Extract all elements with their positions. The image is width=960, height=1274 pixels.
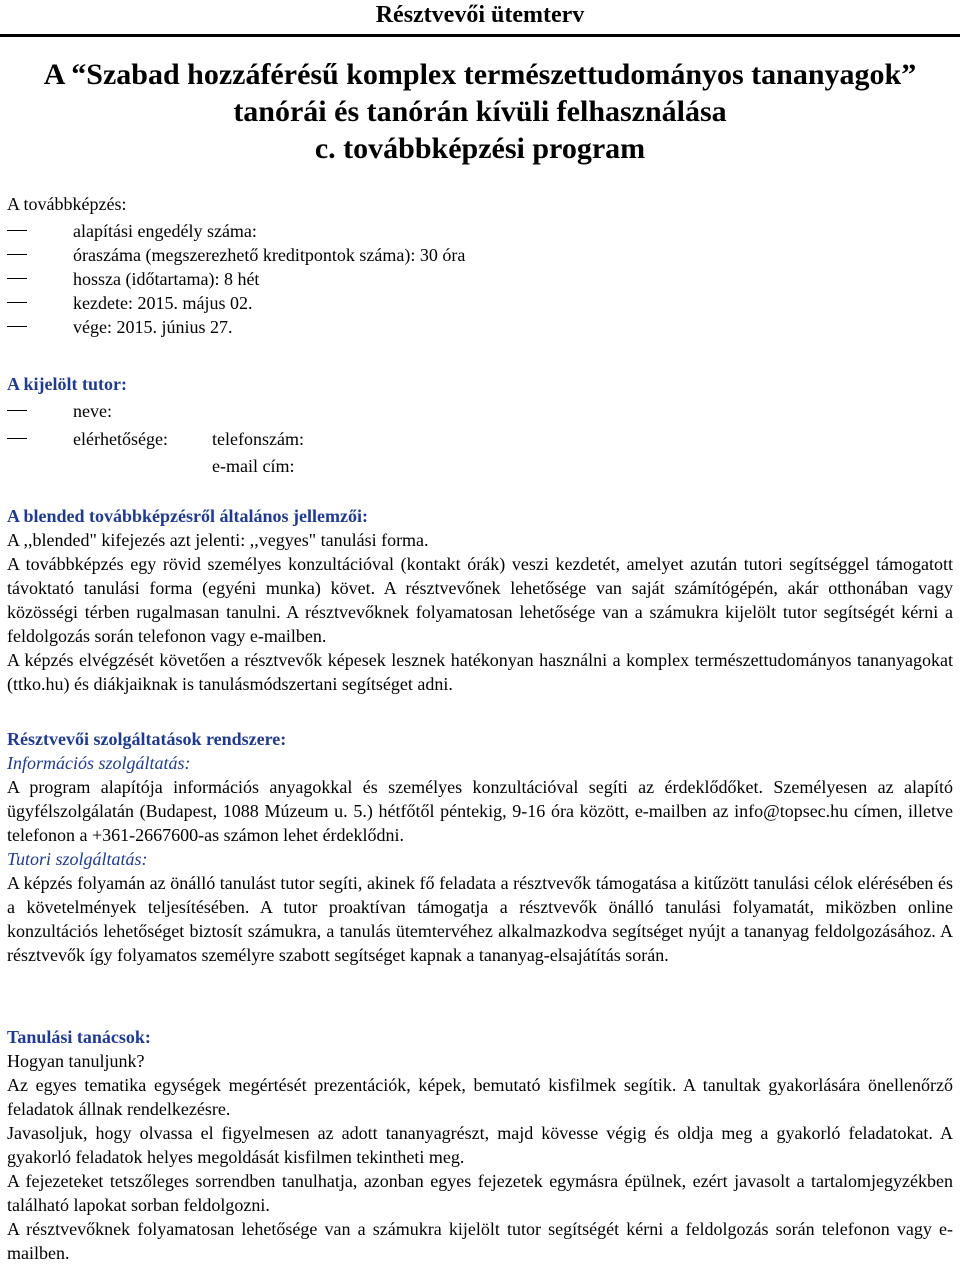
blended-definition: A ,,blended" kifejezés azt jelenti: ,,vegyes" tanulási forma.: [7, 530, 429, 550]
dash-bullet: [7, 438, 27, 439]
program-title-line-3: c. továbbképzési program: [314, 132, 646, 165]
tutor-email-row: e-mail cím:: [212, 456, 295, 476]
program-title-line-1: A “Szabad hozzáférésű komplex természettudományos tananyagok”: [43, 58, 917, 91]
dash-bullet: [7, 410, 27, 411]
blended-heading: A blended továbbképzésről általános jellemzői:: [7, 506, 368, 526]
program-title-line-2: tanórái és tanórán kívüli felhasználása: [233, 95, 727, 128]
advice-paragraph-2: Javasoljuk, hogy olvassa el figyelmesen az adott tananyagrészt, majd kövesse végig és oldja meg a gyakorló feladatokat. A gyakorló feladatok helyes megoldását kisfilmen tekintheti meg.: [7, 1123, 953, 1167]
tutor-heading: A kijelölt tutor:: [7, 374, 127, 394]
advice-section: [7, 1025, 953, 1265]
list-item: óraszáma (megszerezhető kreditpontok száma): 30 óra: [7, 243, 465, 267]
advice-paragraph-1: Az egyes tematika egységek megértését prezentációk, képek, bemutató kisfilmek segítik. A tanultak gyakorlására önellenőrző feladatok állnak rendelkezésre.: [7, 1075, 953, 1119]
continuing-heading: A továbbképzés:: [7, 194, 127, 214]
continuing-section: [7, 192, 465, 339]
blended-section: [7, 504, 953, 696]
program-title: [0, 56, 960, 167]
advice-paragraph-3: A fejezeteket tetszőleges sorrendben tanulhatja, azonban egyes fejezetek egymásra épülnek, ezért javasolt a tartalomjegyzékben található lapokat sorban feldolgozni.: [7, 1171, 953, 1215]
list-item: vége: 2015. június 27.: [7, 315, 465, 339]
advice-paragraph-4: A résztvevőknek folyamatosan lehetősége van a számukra kijelölt tutor segítségét kérni a feldolgozás során telefonon vagy e-mailben.: [7, 1219, 953, 1263]
list-item: kezdete: 2015. május 02.: [7, 291, 465, 315]
dash-bullet: [7, 230, 27, 231]
advice-question: Hogyan tanuljunk?: [7, 1051, 145, 1071]
tutor-service-text: A képzés folyamán az önálló tanulást tutor segíti, akinek fő feladata a résztvevők támogatása a kitűzött tanulási célok elérésében és a követelmények teljesítésében. A tutor proaktívan támogatja a résztvevők önálló tanulási folyamatát, miközben online konzultációs lehetőséget biztosít számukra, a tanulás ütemtervéhez alkalmazkodva segítséget nyújt a tananyag feldolgozásához. A résztvevők így folyamatos személyre szabott segítséget kapnak a tananyag-elsajátítás során.: [7, 873, 953, 965]
list-item: hossza (időtartama): 8 hét: [7, 267, 465, 291]
dash-bullet: [7, 278, 27, 279]
header-rule: [0, 34, 960, 37]
tutor-section: [7, 372, 304, 478]
dash-bullet: [7, 254, 27, 255]
advice-heading: Tanulási tanácsok:: [7, 1027, 151, 1047]
tutor-service-heading: Tutori szolgáltatás:: [7, 849, 148, 869]
info-service-text: A program alapítója információs anyagokkal és személyes konzultációval segíti az érdeklődőket. Személyesen az alapító ügyfélszolgálatán (Budapest, 1088 Múzeum u. 5.) hétfőtől péntekig, 9-16 óra között, e-mailben az info@topsec.hu címen, illetve telefonon a +361-2667600-as számon lehet érdeklődni.: [7, 777, 953, 845]
document-header: Résztvevői ütemterv: [375, 2, 585, 28]
services-heading: Résztvevői szolgáltatások rendszere:: [7, 729, 287, 749]
info-service-heading: Információs szolgáltatás:: [7, 753, 191, 773]
blended-paragraph-2: A képzés elvégzését követően a résztvevők képesek lesznek hatékonyan használni a komplex természettudományos tananyagokat (ttko.hu) és diákjaiknak is tanulásmódszertani segítséget adni.: [7, 650, 953, 694]
blended-paragraph-1: A továbbképzés egy rövid személyes konzultációval (kontakt órák) veszi kezdetét, amelyet azután tutori segítséggel támogatott távoktató tanulási forma (egyéni munka) követ. A résztvevőnek lehetősége van saját számítógépén, akár otthonában vagy közösségi térben rugalmasan tanulni. A résztvevőknek folyamatosan lehetősége van a számukra kijelölt tutor segítségét kérni a feldolgozás során telefonon vagy e-mailben.: [7, 554, 953, 646]
dash-bullet: [7, 302, 27, 303]
list-item: alapítási engedély száma:: [7, 219, 465, 243]
tutor-contact-row: elérhetősége: telefonszám:: [7, 427, 304, 451]
tutor-name-row: neve:: [7, 399, 304, 423]
services-section: [7, 727, 953, 967]
dash-bullet: [7, 326, 27, 327]
